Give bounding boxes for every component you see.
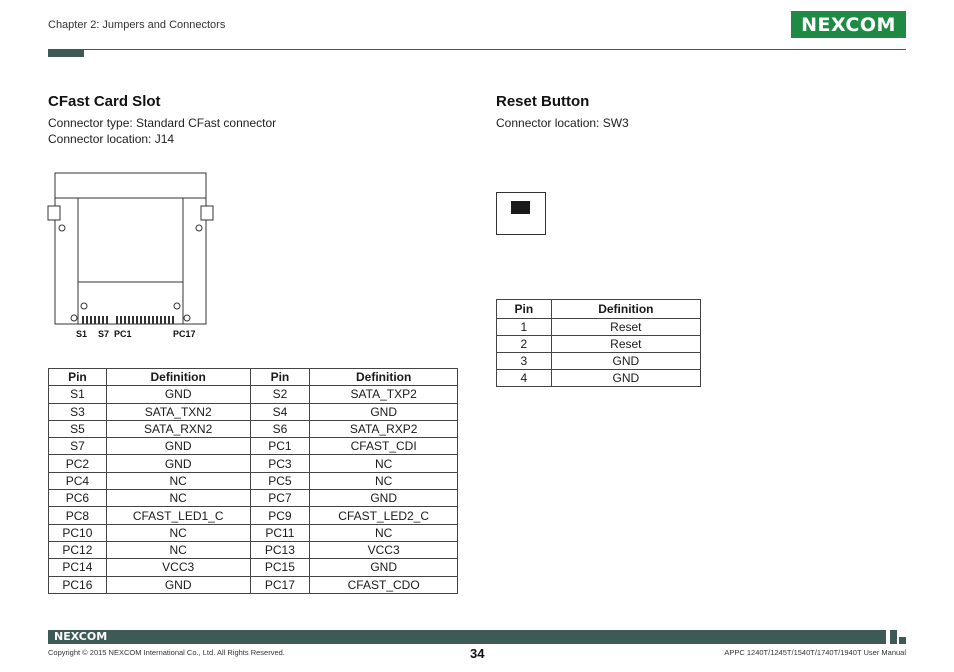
column-header: Pin <box>49 369 107 386</box>
table-row <box>497 319 701 336</box>
table-row <box>49 490 458 507</box>
table-row <box>49 541 458 558</box>
table-cell: S7 <box>49 438 107 455</box>
table-cell: PC15 <box>250 559 310 576</box>
copyright: Copyright © 2015 NEXCOM International Co., Ltd. All Rights Reserved. <box>48 648 285 657</box>
table-cell: GND <box>551 353 700 370</box>
table-cell: CFAST_CDI <box>310 438 458 455</box>
table-cell: SATA_TXN2 <box>106 403 250 420</box>
table-cell: GND <box>551 370 700 387</box>
table-row <box>497 353 701 370</box>
reset-location: Connector location: SW3 <box>496 116 629 130</box>
table-cell: PC3 <box>250 455 310 472</box>
table-row <box>49 455 458 472</box>
cfast-label-pc17: PC17 <box>173 329 196 339</box>
table-row <box>49 438 458 455</box>
cfast-title: CFast Card Slot <box>48 93 161 110</box>
table-cell: GND <box>106 576 250 593</box>
table-row <box>49 386 458 403</box>
cfast-pin-table <box>48 368 458 594</box>
table-cell: PC9 <box>250 507 310 524</box>
table-row <box>49 420 458 437</box>
table-cell: CFAST_LED2_C <box>310 507 458 524</box>
table-cell: S3 <box>49 403 107 420</box>
table-cell: S4 <box>250 403 310 420</box>
table-cell: PC8 <box>49 507 107 524</box>
table-row <box>497 370 701 387</box>
table-row <box>49 472 458 489</box>
table-cell: NC <box>310 524 458 541</box>
table-cell: PC5 <box>250 472 310 489</box>
table-row <box>49 403 458 420</box>
cfast-label-s1: S1 <box>76 329 88 339</box>
table-row <box>497 336 701 353</box>
cfast-label-pc1: PC1 <box>114 329 132 339</box>
table-cell: Reset <box>551 336 700 353</box>
cfast-hole <box>174 303 180 309</box>
chapter-title: Chapter 2: Jumpers and Connectors <box>48 19 226 31</box>
cfast-hole <box>71 315 77 321</box>
table-cell: 1 <box>497 319 552 336</box>
column-header: Definition <box>106 369 250 386</box>
table-cell: GND <box>106 438 250 455</box>
table-cell: PC6 <box>49 490 107 507</box>
table-cell: VCC3 <box>106 559 250 576</box>
table-cell: PC1 <box>250 438 310 455</box>
table-row <box>49 576 458 593</box>
table-cell: PC13 <box>250 541 310 558</box>
cfast-type: Connector type: Standard CFast connector <box>48 116 277 130</box>
table-row <box>49 559 458 576</box>
table-row <box>49 507 458 524</box>
table-cell: NC <box>106 472 250 489</box>
table-cell: GND <box>106 386 250 403</box>
table-cell: GND <box>310 559 458 576</box>
table-cell: PC11 <box>250 524 310 541</box>
table-cell: S6 <box>250 420 310 437</box>
table-cell: PC14 <box>49 559 107 576</box>
table-cell: PC4 <box>49 472 107 489</box>
footer-bar <box>48 630 886 644</box>
table-cell: PC10 <box>49 524 107 541</box>
table-cell: PC12 <box>49 541 107 558</box>
cfast-label-s7: S7 <box>98 329 110 339</box>
table-cell: PC2 <box>49 455 107 472</box>
nexcom-logo: NEXCOM <box>791 11 906 38</box>
table-cell: Reset <box>551 319 700 336</box>
reset-pin-table <box>496 299 701 387</box>
table-cell: VCC3 <box>310 541 458 558</box>
table-cell: NC <box>106 541 250 558</box>
page-number: 34 <box>470 646 485 661</box>
table-cell: SATA_RXN2 <box>106 420 250 437</box>
cfast-right-tab <box>201 206 213 220</box>
header-rule-tab <box>48 49 84 57</box>
table-cell: NC <box>106 490 250 507</box>
table-cell: GND <box>310 490 458 507</box>
table-cell: SATA_RXP2 <box>310 420 458 437</box>
column-header: Definition <box>310 369 458 386</box>
manual-title: APPC 1240T/1245T/1540T/1740T/1940T User Manual <box>724 648 906 657</box>
table-cell: PC17 <box>250 576 310 593</box>
table-cell: S1 <box>49 386 107 403</box>
table-cell: GND <box>310 403 458 420</box>
cfast-pins <box>82 316 174 324</box>
column-header: Definition <box>551 300 700 319</box>
cfast-lower-area <box>78 282 183 324</box>
table-cell: 2 <box>497 336 552 353</box>
footer-square <box>899 637 906 644</box>
header-rule <box>48 49 906 50</box>
cfast-card-area <box>78 198 183 282</box>
cfast-hole <box>196 225 202 231</box>
cfast-hole <box>81 303 87 309</box>
table-header-row <box>497 300 701 319</box>
reset-title: Reset Button <box>496 93 590 110</box>
table-cell: S2 <box>250 386 310 403</box>
reset-button-diagram <box>496 192 548 236</box>
footer-logo: NEXCOM <box>54 630 108 643</box>
column-header: Pin <box>250 369 310 386</box>
cfast-hole <box>59 225 65 231</box>
table-cell: SATA_TXP2 <box>310 386 458 403</box>
cfast-top-bar <box>55 173 206 198</box>
table-cell: S5 <box>49 420 107 437</box>
table-cell: 4 <box>497 370 552 387</box>
cfast-slot-diagram <box>46 170 216 330</box>
table-cell: PC16 <box>49 576 107 593</box>
table-cell: NC <box>310 472 458 489</box>
table-cell: CFAST_CDO <box>310 576 458 593</box>
table-cell: NC <box>310 455 458 472</box>
cfast-left-tab <box>48 206 60 220</box>
cfast-location: Connector location: J14 <box>48 132 175 146</box>
table-cell: GND <box>106 455 250 472</box>
table-row <box>49 524 458 541</box>
column-header: Pin <box>497 300 552 319</box>
reset-button-cap <box>511 201 530 214</box>
table-cell: PC7 <box>250 490 310 507</box>
table-cell: NC <box>106 524 250 541</box>
table-cell: 3 <box>497 353 552 370</box>
table-header-row <box>49 369 458 386</box>
footer-square <box>890 630 897 644</box>
table-cell: CFAST_LED1_C <box>106 507 250 524</box>
cfast-hole <box>184 315 190 321</box>
